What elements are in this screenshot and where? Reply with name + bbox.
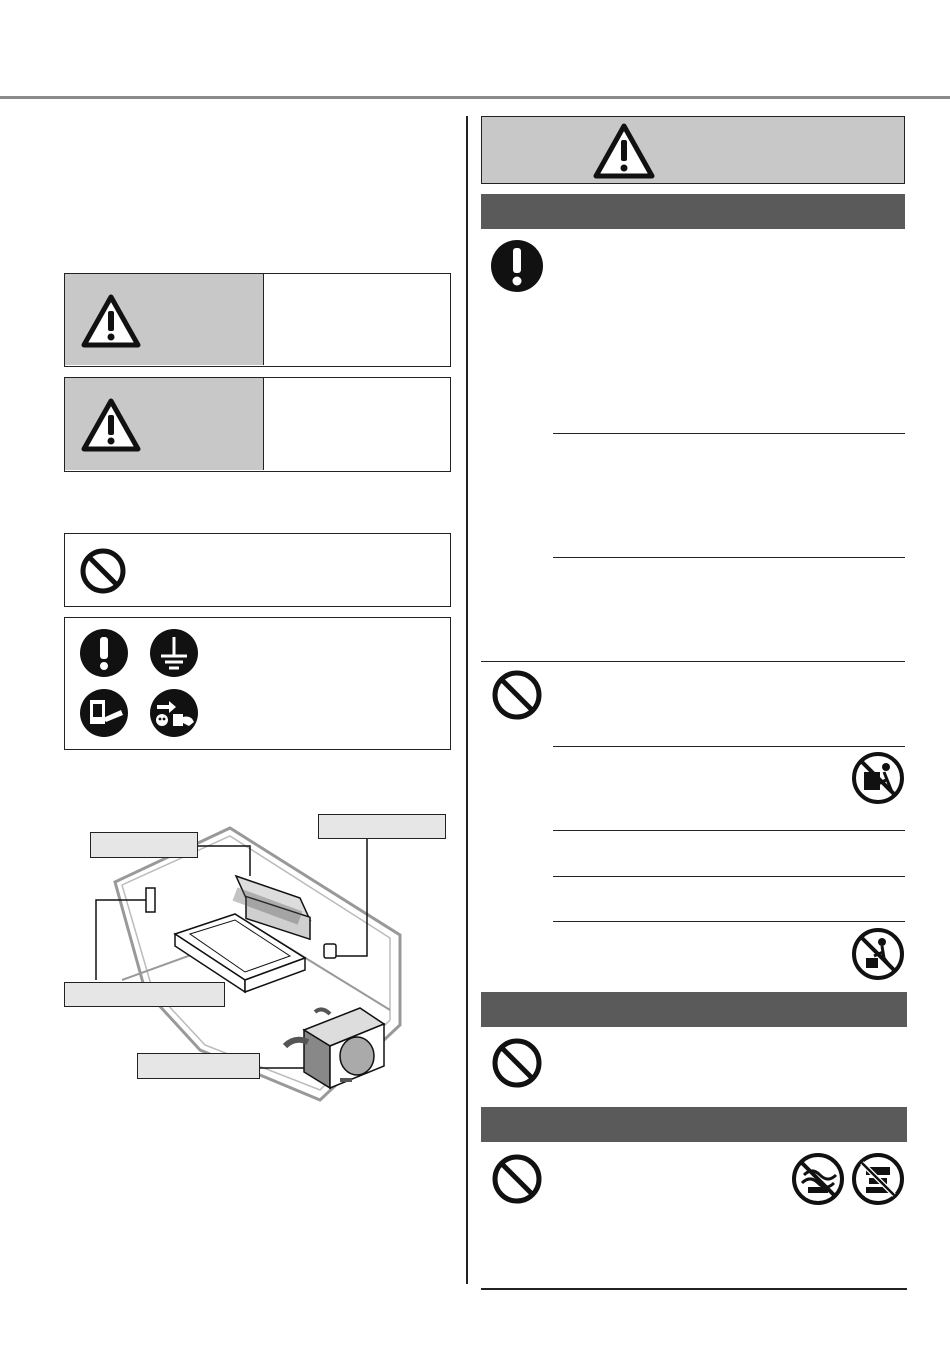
warning-legend-label [65,274,264,365]
warning-header-box [481,116,905,184]
section-1-end-rule [481,661,905,662]
header-rule [0,96,950,99]
section-1-divider-a [553,433,905,434]
power-plug-callout [318,814,446,839]
exclamation-circle-icon [79,628,129,678]
outdoor-unit-callout [137,1053,260,1079]
section-2-divider-d [553,921,905,922]
exclamation-circle-icon [490,239,544,293]
section-2-divider-c [553,876,905,877]
unplug-icon [149,688,199,738]
no-touch-unit-icon [852,752,904,804]
switch-off-icon [79,688,129,738]
prohibition-legend-box [64,533,451,607]
section-bar-1 [481,194,905,229]
section-bar-3 [481,1107,907,1142]
prohibition-circle-icon [79,547,127,595]
earth-ground-icon [149,628,199,678]
section-2-divider-a [553,746,905,747]
warning-triangle-icon [80,293,142,349]
no-heat-device-icon [792,1153,844,1205]
mandatory-legend-box [64,617,451,750]
section-1-divider-b [553,557,905,558]
section-2-divider-b [553,830,905,831]
column-divider [466,116,468,1284]
warning-legend-box [64,273,451,367]
caution-legend-box [64,377,451,472]
remote-control-callout [64,982,225,1007]
prohibition-circle-icon [490,1152,544,1206]
prohibition-circle-icon [490,668,544,722]
no-child-play-icon [852,928,904,980]
indoor-unit-callout [90,832,198,858]
section-4-end-rule [481,1288,907,1290]
caution-legend-label [65,378,264,470]
prohibition-circle-icon [490,1036,544,1090]
warning-triangle-icon [592,122,656,180]
section-bar-2 [481,992,907,1027]
no-objects-icon [852,1153,904,1205]
warning-triangle-icon [80,397,142,453]
